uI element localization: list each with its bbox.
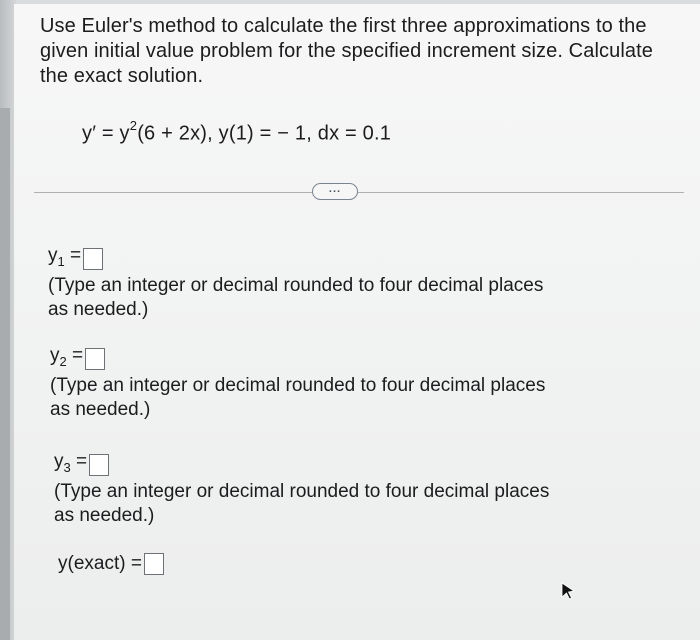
answer-y1-label-equals: = bbox=[64, 245, 82, 266]
answer-y2-hint-line1: (Type an integer or decimal rounded to four decimal places bbox=[50, 374, 546, 396]
arrow-cursor-icon bbox=[560, 582, 576, 600]
y1-input[interactable] bbox=[83, 248, 103, 270]
answer-y1-row bbox=[48, 244, 588, 274]
show-more-button[interactable]: ... bbox=[312, 183, 358, 200]
answer-y1 bbox=[48, 244, 588, 322]
answer-y2-label-base: y bbox=[50, 345, 60, 366]
section-divider bbox=[34, 192, 684, 193]
answer-y3-hint-line1: (Type an integer or decimal rounded to four decimal places bbox=[54, 480, 550, 502]
answer-exact-label: y(exact) = bbox=[58, 553, 142, 574]
equation-suffix: (6 + 2x), y(1) = − 1, dx = 0.1 bbox=[137, 122, 392, 145]
y2-input[interactable] bbox=[85, 348, 105, 370]
answer-y3 bbox=[54, 450, 594, 528]
screen-area bbox=[14, 4, 700, 640]
answer-y1-hint-line2: as needed.) bbox=[48, 298, 149, 320]
answer-y3-label-base: y bbox=[54, 451, 64, 472]
answer-y2 bbox=[50, 344, 590, 422]
answer-y1-label-sub: 1 bbox=[57, 253, 65, 269]
answer-y3-label-equals: = bbox=[70, 451, 88, 472]
answer-y1-label-base: y bbox=[48, 245, 58, 266]
answer-y2-row bbox=[50, 344, 590, 374]
y3-input[interactable] bbox=[89, 454, 109, 476]
answer-y3-label bbox=[54, 450, 87, 480]
answer-y2-label-equals: = bbox=[66, 345, 84, 366]
question-text: Use Euler's method to calculate the first three approximations to the given initial value problem for the specified increment size. Calculate the exact solution. bbox=[40, 15, 653, 87]
initial-value-problem bbox=[82, 120, 391, 146]
answer-exact bbox=[58, 552, 358, 576]
answer-y2-hint-line2: as needed.) bbox=[50, 398, 151, 420]
answer-y1-hint-line1: (Type an integer or decimal rounded to four decimal places bbox=[48, 274, 544, 296]
answer-y3-label-sub: 3 bbox=[63, 459, 71, 475]
answer-y3-hint-line2: as needed.) bbox=[54, 504, 155, 526]
answer-y1-label bbox=[48, 244, 81, 274]
equation-prefix: y′ = y bbox=[82, 122, 130, 145]
equation-exponent: 2 bbox=[129, 118, 138, 133]
answer-y2-label bbox=[50, 344, 83, 374]
answer-y2-label-sub: 2 bbox=[59, 353, 67, 369]
answer-y3-row bbox=[54, 450, 594, 480]
monitor-bezel bbox=[0, 108, 10, 640]
exact-solution-input[interactable] bbox=[144, 553, 164, 575]
